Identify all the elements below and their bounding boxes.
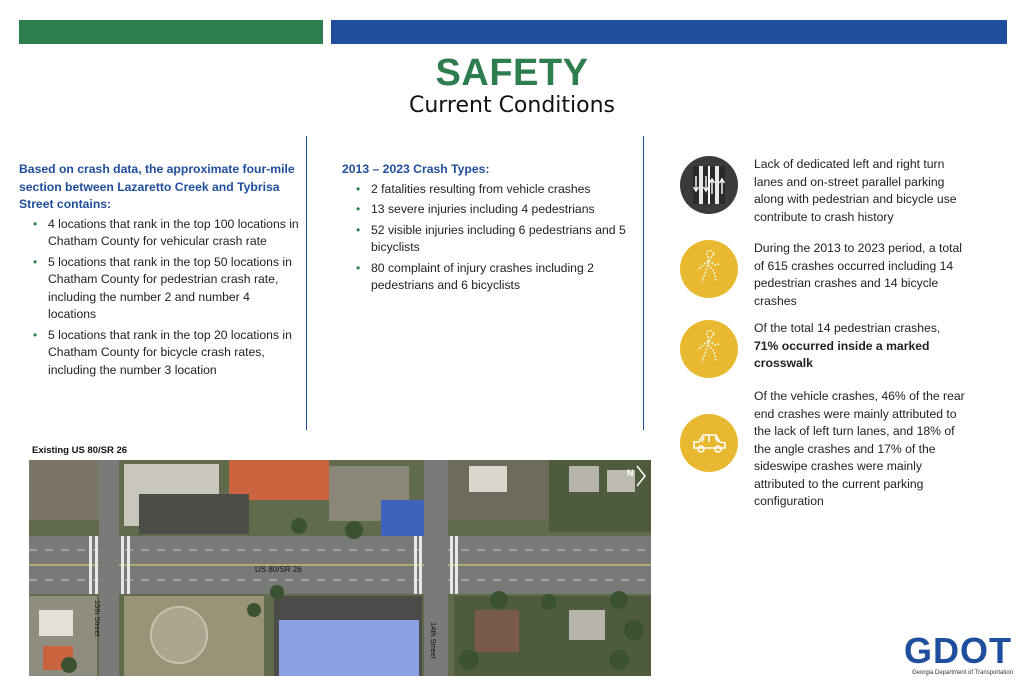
fact-lane-configuration: [680, 156, 980, 226]
svg-text:N: N: [627, 468, 634, 478]
car-icon: [680, 414, 738, 472]
gdot-logo: [904, 632, 1018, 678]
page-subtitle: Current Conditions: [408, 93, 616, 118]
logo-text: GDOT: [904, 630, 1012, 671]
list-item: • 80 complaint of injury crashes including 2 pedestrians and 6 bicyclists: [356, 260, 632, 295]
road-lanes-icon: [680, 156, 738, 214]
street-label-right: 14th Street: [429, 622, 438, 659]
fact-text: Of the vehicle crashes, 46% of the rear end crashes were mainly attributed to the lack of left turn lanes, and 18% of the angle crashes and 17% of the sideswipe crashes were mainly attributed to the current parking configuration: [754, 389, 965, 508]
column-divider: [306, 136, 307, 430]
pedestrian-icon: [680, 320, 738, 378]
aerial-map: [29, 460, 651, 676]
crash-data-list: [19, 216, 299, 380]
column-divider: [643, 136, 644, 430]
list-item: • 13 severe injuries including 4 pedestrians: [356, 201, 632, 219]
street-label-left: 15th Street: [93, 600, 102, 637]
list-item: • 2 fatalities resulting from vehicle crashes: [356, 181, 632, 199]
list-item: • 4 locations that rank in the top 100 locations in Chatham County for vehicular crash rate: [33, 216, 299, 251]
fact-text-bold: 71% occurred inside a marked crosswalk: [754, 338, 930, 370]
logo-subtitle: Georgia Department of Transportation: [912, 670, 1014, 676]
road-label: US 80/SR 26: [255, 565, 302, 574]
fact-vehicle-crashes: [680, 388, 980, 511]
list-item: • 5 locations that rank in the top 20 locations in Chatham County for bicycle crash rates, including the number 3 location: [33, 327, 299, 380]
fact-text: Lack of dedicated left and right turn lanes and on-street parallel parking along with pedestrian and bicycle use contribute to crash history: [754, 157, 957, 224]
fact-text-plain: Of the total 14 pedestrian crashes,: [754, 321, 941, 335]
crash-data-summary: [19, 161, 299, 382]
fact-text: [754, 320, 966, 373]
crash-types: [342, 161, 632, 298]
page-title: SAFETY: [435, 52, 589, 94]
header-bar-blue: [331, 20, 1007, 44]
fact-crash-totals: [680, 240, 980, 310]
pedestrian-icon: [680, 240, 738, 298]
crash-types-list: [342, 181, 632, 295]
list-item: • 5 locations that rank in the top 50 locations in Chatham County for pedestrian crash rate, including the number 2 and number 4 locations: [33, 254, 299, 324]
crash-data-heading: Based on crash data, the approximate four-mile section between Lazaretto Creek and Tybrisa Street contains:: [19, 162, 295, 211]
list-item: • 52 visible injuries including 6 pedestrians and 5 bicyclists: [356, 222, 632, 257]
crash-types-heading: 2013 – 2023 Crash Types:: [342, 162, 490, 176]
header-bar-green: [19, 20, 323, 44]
fact-text: During the 2013 to 2023 period, a total of 615 crashes occurred including 14 pedestrian crashes and 14 bicycle crashes: [754, 241, 963, 308]
map-caption: Existing US 80/SR 26: [32, 445, 128, 456]
fact-pedestrian-crosswalk: [680, 320, 980, 378]
